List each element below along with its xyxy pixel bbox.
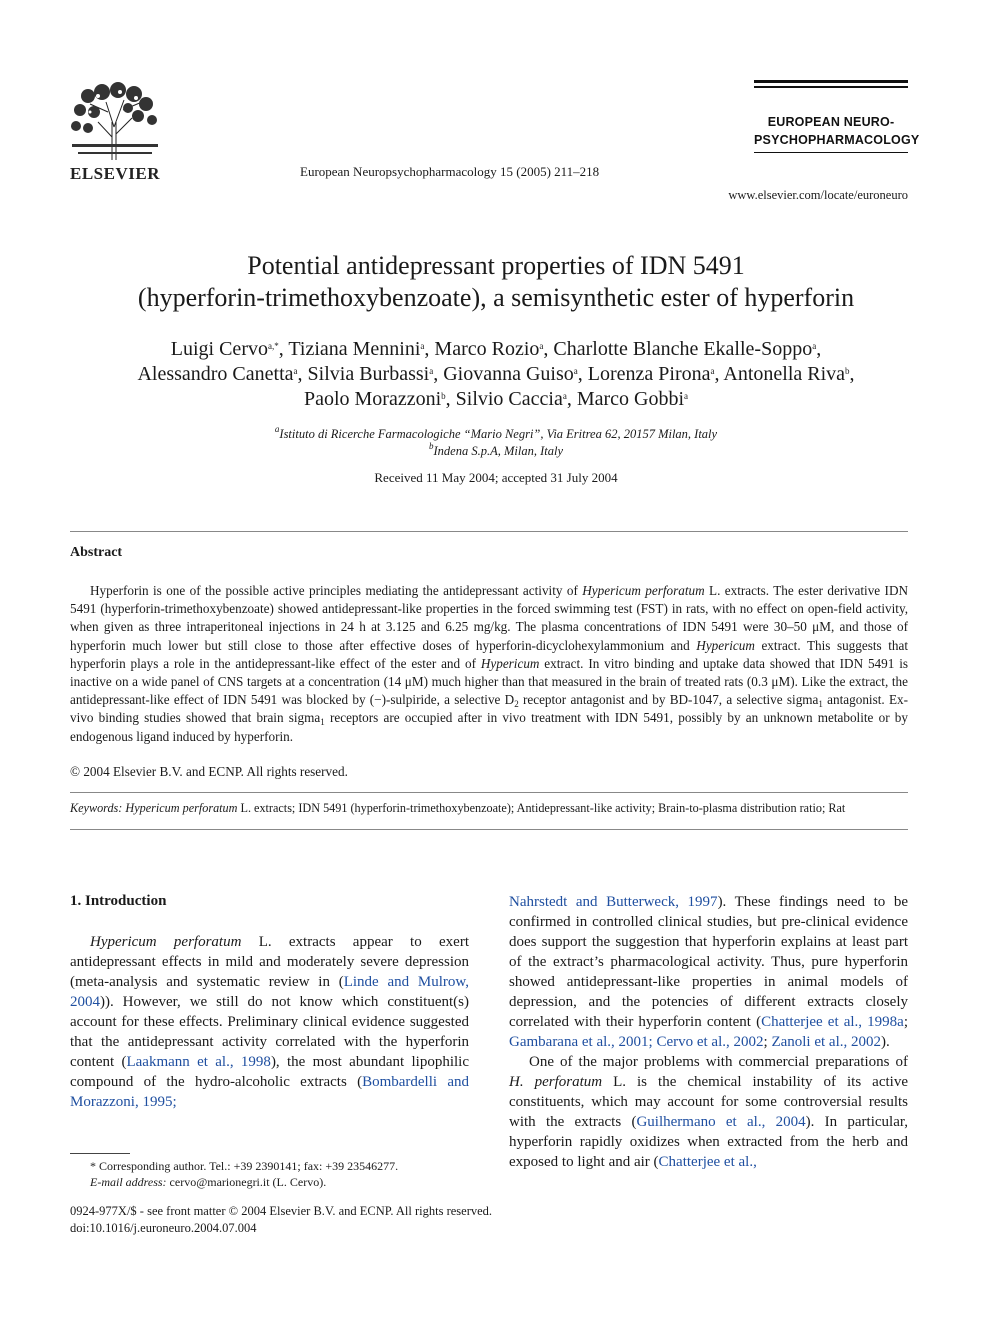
citation-link[interactable]: Linde and Mulrow, 2004 [70,974,469,1010]
author-name[interactable]: Tiziana Mennini [288,338,421,360]
citation-link[interactable]: Zanoli et al., 2002 [771,1034,881,1050]
author-name[interactable]: Antonella Riva [723,363,846,385]
keywords-label: Keywords: [70,801,123,815]
citation-link[interactable]: Guilhermano et al., 2004 [636,1114,806,1130]
author-name[interactable]: Silvia Burbassi [307,363,430,385]
citation-link[interactable]: Chatterjee et al., [658,1154,757,1170]
author-list [60,337,932,412]
footnote-rule [70,1153,130,1154]
body-column-right: Nahrstedt and Butterweck, 1997). These findings need to be confirmed in controlled clinical studies, but pre-clinical evidence does support the suggestion that hyperforin explains at least part of the extract’s pharmacological activity. Thus, pure hyperforin showed antidepressant-like properties in animal models of depression, and the potencies of different extracts closely correlated with their hyperforin content (Chatterjee et al., 1998a; Gambarana et al., 2001; Cervo et al., 2002; Zanoli et al., 2002). One of the major problems with commercial preparations of H. perforatum L. is the chemical instability of its active constituents, which may account for some controversial results with the extracts (Guilhermano et al., 2004). In particular, hyperforin rapidly oxidizes when extracted from the herb and exposed to light and air (Chatterjee et al., [509,894,908,1170]
body-column-left: Hypericum perforatum L. extracts appear to exert antidepressant effects in mild and moderately severe depression (meta-analysis and systematic review in (Linde and Mulrow, 2004)). However, we still do not know which constituent(s) account for these effects. Preliminary clinical evidence suggested that the antidepressant activity correlated with the hyperforin content (Laakmann et al., 1998), the most abundant lipophilic compound of the hydro-alcoholic extracts (Bombardelli and Morazzoni, 1995; [70,934,469,1110]
keywords: Keywords: Hypericum perforatum L. extracts; IDN 5491 (hyperforin-trimethoxybenzoate); Antidepressant-like activity; Brain-to-plasma distribution ratio; Rat [70,801,846,815]
author-name[interactable]: Luigi Cervo [170,338,268,360]
author-name[interactable]: Paolo Morazzoni [303,388,442,410]
abstract-copyright: © 2004 Elsevier B.V. and ECNP. All rights reserved. [70,764,348,779]
abstract-heading: Abstract [70,545,123,560]
citation-link[interactable]: Gambarana et al., 2001; [509,1034,653,1050]
author-name[interactable]: Charlotte Blanche Ekalle-Soppo [553,338,813,360]
citation-link[interactable]: Laakmann et al., 1998 [126,1054,271,1070]
corresponding-author-note: * Corresponding author. Tel.: +39 2390141; fax: +39 23546277. [90,1159,399,1173]
author-line-2: Alessandro Canetta$^a$, Silvia Burbassi$^a$, Giovanna Guiso$^a$, Lorenza Pirona$^a$, Antonella Riva$^b$, [137,363,855,385]
author-name[interactable]: Lorenza Pirona [587,363,711,385]
journal-masthead [754,113,920,149]
divider [70,829,908,830]
email-note: E-mail address: cervo@marionegri.it (L. Cervo). [90,1175,327,1189]
citation-link[interactable]: Cervo et al., 2002 [656,1034,764,1050]
author-name[interactable]: Marco Rozio [434,338,540,360]
received-dates: Received 11 May 2004; accepted 31 July 2004 [374,470,618,485]
affiliation-b: $^b$Indena S.p.A, Milan, Italy [429,441,563,458]
citation-link[interactable]: Bombardelli and Morazzoni, 1995; [70,1074,469,1110]
issn-doi [70,1203,570,1237]
citation-link[interactable]: Chatterjee et al., 1998a [761,1014,904,1030]
author-name[interactable]: Silvio Caccia [455,388,563,410]
publisher-name: ELSEVIER [70,164,160,183]
journal-name-line2: PSYCHOPHARMACOLOGY [754,133,920,147]
divider [70,792,908,793]
citation-link[interactable]: Nahrstedt and Butterweck, 1997 [509,894,718,910]
email-link[interactable]: cervo@marionegri.it (L. Cervo). [166,1175,327,1189]
issn-line: 0924-977X/$ - see front matter © 2004 Elsevier B.V. and ECNP. All rights reserved. [70,1204,493,1218]
divider [70,531,908,532]
affiliation-a: $^a$Istituto di Ricerche Farmacologiche “Mario Negri”, Via Eritrea 62, 20157 Milan, Italy [274,424,718,441]
author-name[interactable]: Marco Gobbi [576,388,685,410]
affiliations [60,426,932,460]
abstract-body: Hyperforin is one of the possible active principles mediating the antidepressant activity of Hypericum perforatum L. extracts. The ester derivative IDN 5491 (hyperforin-trimethoxybenzoate) showed antidepressant-like properties in the forced swimming test (FST) in rats, with no effect on open-field activity, when given as three intraperitoneal injections in 24 h at 3.125 and 6.25 mg/kg. The plasma concentrations of IDN 5491 were 30–50 μM, and those of hyperforin much lower but still close to those after effective doses of hyperforin-dicyclohexylammonium and Hypericum extract. This suggests that hyperforin plays a role in the antidepressant-like effect of the ester and of Hypericum extract. In vitro binding and uptake data showed that IDN 5491 is inactive on a wide panel of CNS targets at a concentration (14 μM) much higher than that measured in the brain of treated rats (0.3 μM). Like the extract, the antidepressant-like effect of IDN 5491 was blocked by (−)-sulpiride, a selective $D_2$ receptor antagonist and by BD-1047, a selective sigma$_1$ antagonist. Ex-vivo binding studies showed that brain sigma$_1$ receptors are occupied after in vivo treatment with IDN 5491, possibly by an unknown metabolite or by endogenous ligand induced by hyperforin. [70,583,908,744]
author-line-3: Paolo Morazzoni$^b$, Silvio Caccia$^a$, Marco Gobbi$^a$ [303,388,689,410]
doi-line[interactable]: doi:10.1016/j.euroneuro.2004.07.004 [70,1221,257,1235]
journal-name-line1: EUROPEAN NEURO- [767,115,895,129]
author-name[interactable]: Giovanna Guiso [443,363,574,385]
journal-url-link[interactable]: www.elsevier.com/locate/euroneuro [728,188,908,202]
section-heading-introduction: 1. Introduction [70,893,167,909]
footnote [70,1158,469,1190]
title-line1: Potential antidepressant properties of IDN 5491 [247,251,745,280]
article-title [60,250,932,314]
journal-citation: European Neuropsychopharmacology 15 (2005) 211–218 [300,164,600,179]
author-name[interactable]: Alessandro Canetta [137,363,294,385]
title-line2: (hyperforin-trimethoxybenzoate), a semisynthetic ester of hyperforin [137,283,855,312]
author-line-1: Luigi Cervo$^{a,*}$, Tiziana Mennini$^a$, Marco Rozio$^a$, Charlotte Blanche Ekalle-Soppo$^a$, [170,338,822,360]
